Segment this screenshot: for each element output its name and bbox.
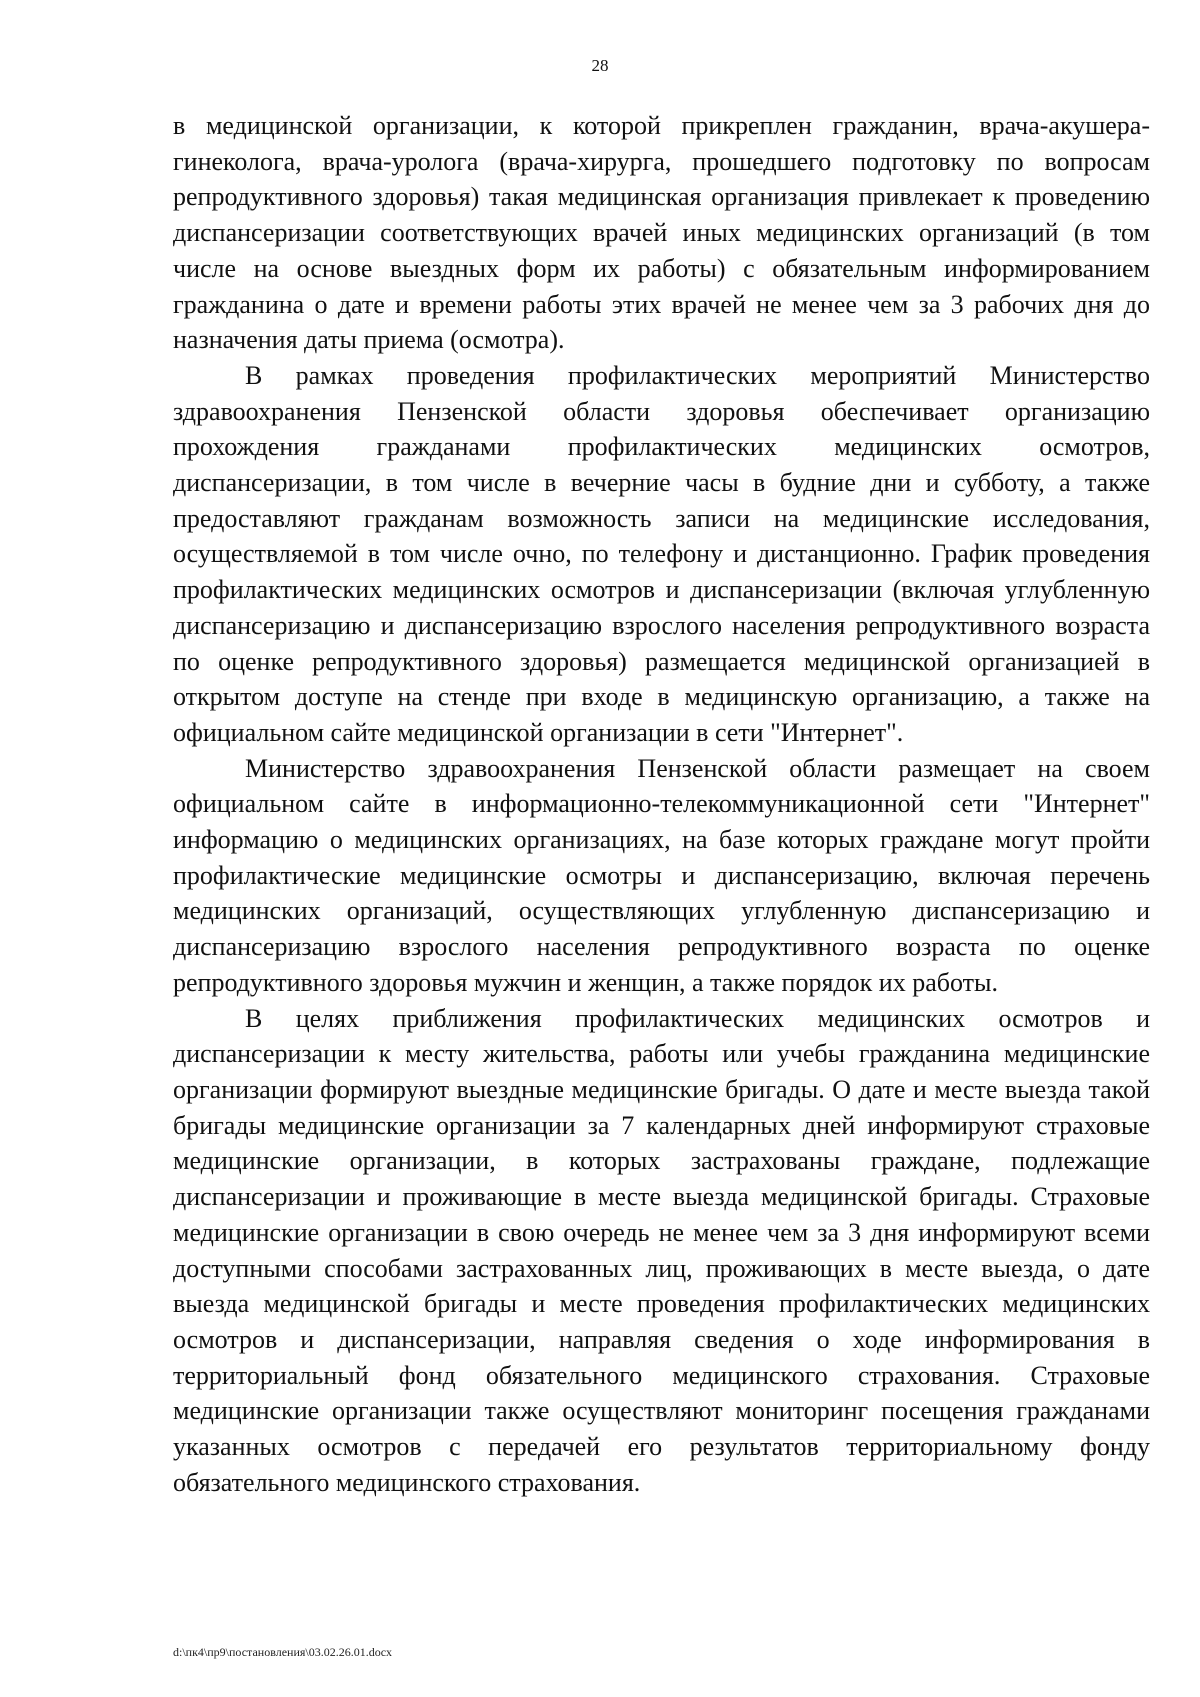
- paragraph-4: В целях приближения профилактических медицинских осмотров и диспансеризации к месту жительства, работы или учебы гражданина медицинские организации формируют выездные медицинские бригады. О дате и месте выезда такой бригады медицинские организации за 7 календарных дней информируют страховые медицинские организации, в которых застрахованы граждане, подлежащие диспансеризации и проживающие в месте выезда медицинской бригады. Страховые медицинские организации в свою очередь не менее чем за 3 дня информируют всеми доступными способами застрахованных лиц, проживающих в месте выезда, о дате выезда медицинской бригады и месте проведения профилактических медицинских осмотров и диспансеризации, направляя сведения о ходе информирования в территориальный фонд обязательного медицинского страхования. Страховые медицинские организации также осуществляют мониторинг посещения гражданами указанных осмотров с передачей его результатов территориальному фонду обязательного медицинского страхования.: [173, 1003, 1150, 1497]
- paragraph-2: В рамках проведения профилактических мероприятий Министерство здравоохранения Пензенской области здоровья обеспечивает организацию прохождения гражданами профилактических медицинских осмотров, диспансеризации, в том числе в вечерние часы в будние дни и субботу, а также предоставляют гражданам возможность записи на медицинские исследования, осуществляемой в том числе очно, по телефону и дистанционно. График проведения профилактических медицинских осмотров и диспансеризации (включая углубленную диспансеризацию и диспансеризацию взрослого населения репродуктивного возраста по оценке репродуктивного здоровья) размещается медицинской организацией в открытом доступе на стенде при входе в медицинскую организацию, а также на официальном сайте медицинской организации в сети "Интернет".: [173, 360, 1150, 747]
- page-number: 28: [591, 56, 609, 75]
- paragraph-3: Министерство здравоохранения Пензенской области размещает на своем официальном сайте в информационно-телекоммуникационной сети "Интернет" информацию о медицинских организациях, на базе которых граждане могут пройти профилактические медицинские осмотры и диспансеризацию, включая перечень медицинских организаций, осуществляющих углубленную диспансеризацию и диспансеризацию взрослого населения репродуктивного возраста по оценке репродуктивного здоровья мужчин и женщин, а также порядок их работы.: [173, 753, 1150, 997]
- document-body: [173, 108, 1150, 1500]
- file-path-footer: d:\пк4\пр9\постановления\03.02.26.01.docx: [173, 1645, 393, 1659]
- paragraph-1: в медицинской организации, к которой прикреплен гражданин, врача-акушера-гинеколога, врача-уролога (врача-хирурга, прошедшего подготовку по вопросам репродуктивного здоровья) такая медицинская организация привлекает к проведению диспансеризации соответствующих врачей иных медицинских организаций (в том числе на основе выездных форм их работы) с обязательным информированием гражданина о дате и времени работы этих врачей не менее чем за 3 рабочих дня до назначения даты приема (осмотра).: [173, 111, 1150, 355]
